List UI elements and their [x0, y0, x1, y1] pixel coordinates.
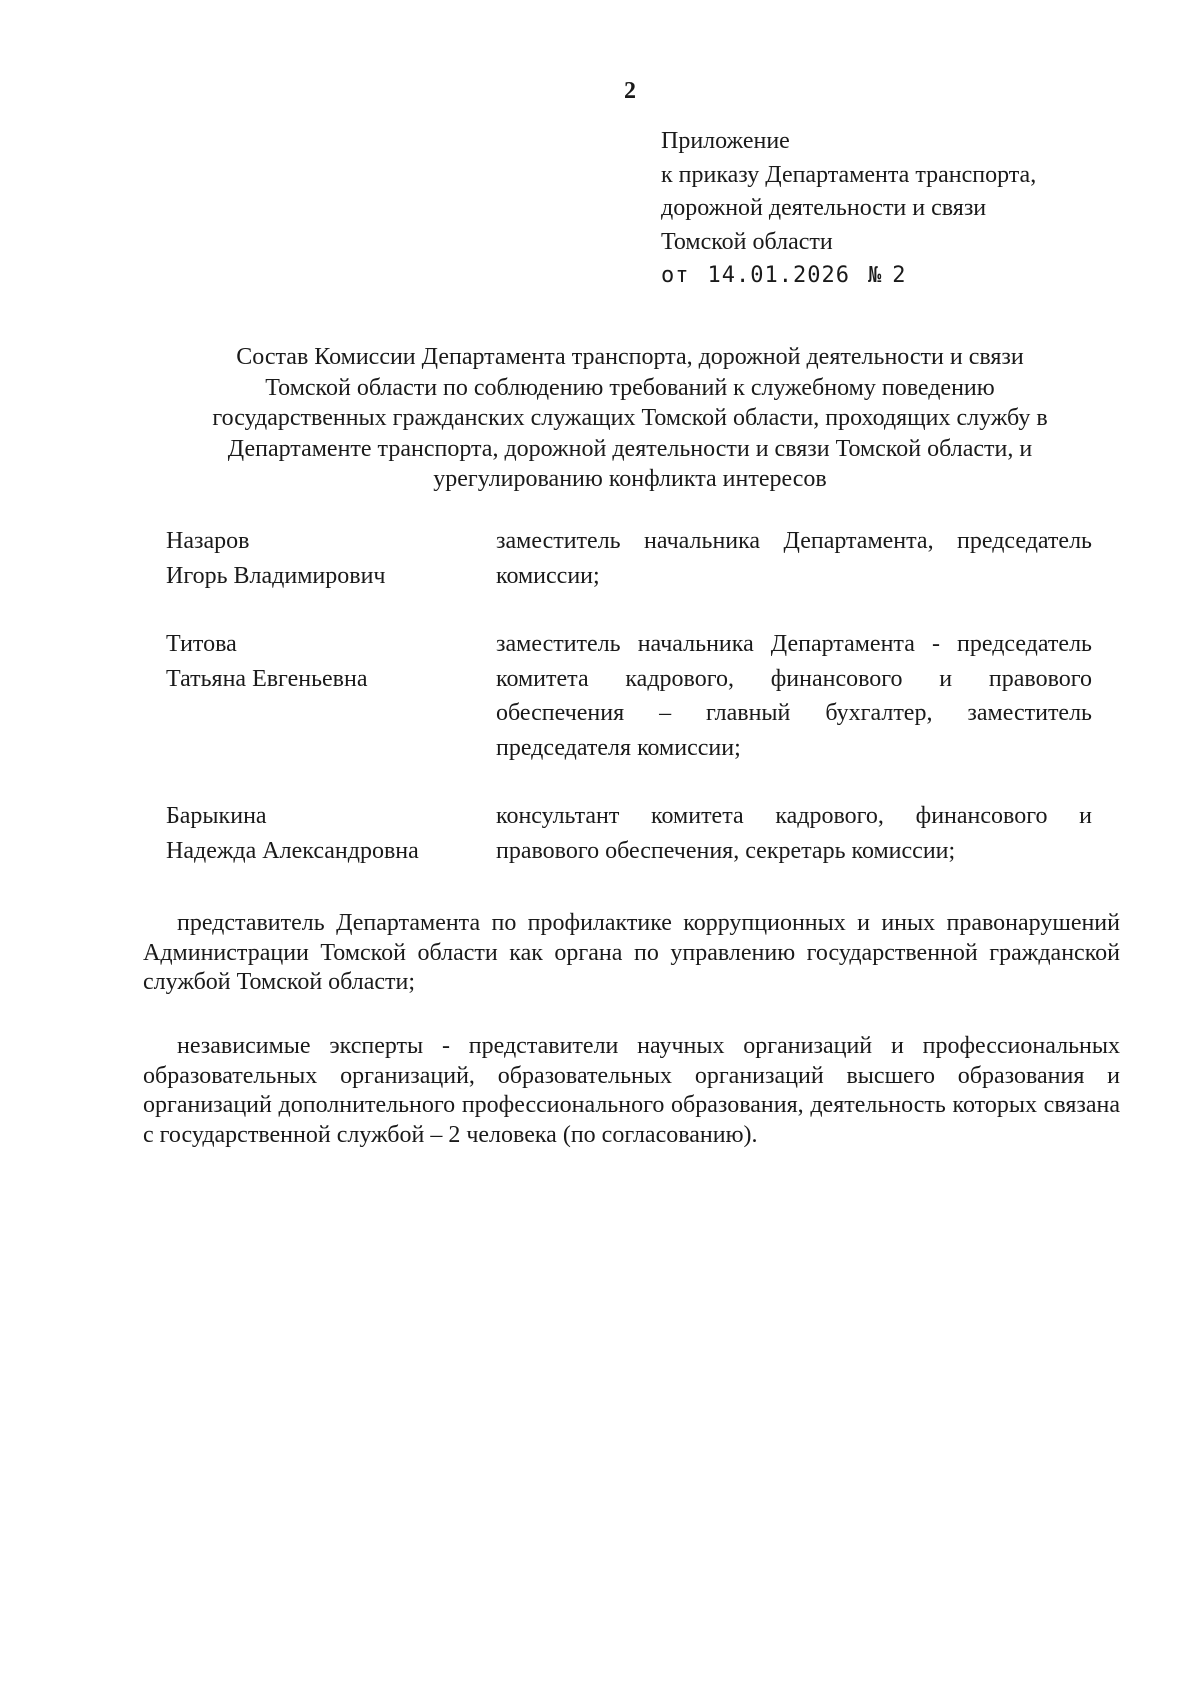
annex-date: 14.01.2026 [707, 263, 850, 289]
representative-paragraph: представитель Департамента по профилактике коррупционных и иных правонарушений Администрации Томской области как органа по управлению государственной гражданской службой Томской области; [143, 910, 1120, 995]
page-number: 2 [624, 78, 636, 104]
member-surname: Титова [166, 631, 237, 657]
member-given-name: Татьяна Евгеньевна [166, 665, 368, 692]
title-line: государственных гражданских служащих Томской области, проходящих службу в [212, 405, 1048, 431]
members-list [166, 524, 1092, 902]
member-name [166, 799, 496, 868]
title-line: Томской области по соблюдению требований к служебному поведению [265, 374, 995, 401]
document-title [130, 342, 1130, 495]
member-given-name: Надежда Александровна [166, 837, 419, 864]
member-name [166, 627, 496, 765]
member-row [166, 627, 1092, 765]
member-given-name: Игорь Владимирович [166, 562, 386, 589]
experts-paragraph: независимые эксперты - представители научных организаций и профессиональных образовательных организаций, образовательных организаций высшего образования и организаций дополнительного профессионального образования, деятельность которых связана с государственной службой – 2 человека (по согласованию). [143, 1033, 1120, 1148]
member-role: консультант комитета кадрового, финансового и правового обеспечения, секретарь комиссии; [496, 803, 1092, 864]
member-role: заместитель начальника Департамента, председатель комиссии; [496, 528, 1092, 589]
title-line: урегулированию конфликта интересов [433, 466, 827, 492]
member-surname: Назаров [166, 528, 250, 554]
member-row [166, 799, 1092, 868]
annex-line-region: Томской области [661, 228, 833, 255]
annex-block [661, 125, 1141, 293]
member-role: заместитель начальника Департамента - председатель комитета кадрового, финансового и правового обеспечения – главный бухгалтер, заместитель председателя комиссии; [496, 631, 1092, 761]
annex-line-order: к приказу Департамента транспорта, [661, 161, 1037, 188]
annex-order-date-line [661, 259, 1141, 293]
title-line: Состав Комиссии Департамента транспорта, дорожной деятельности и связи [236, 344, 1024, 370]
annex-number-sign: № [867, 263, 883, 289]
annex-number: 2 [892, 263, 907, 289]
annex-date-prefix: от [661, 263, 690, 289]
annex-line-department: дорожной деятельности и связи [661, 195, 987, 222]
member-name [166, 524, 496, 593]
annex-label: Приложение [661, 128, 790, 154]
member-row [166, 524, 1092, 593]
member-surname: Барыкина [166, 803, 267, 829]
title-line: Департаменте транспорта, дорожной деятельности и связи Томской области, и [227, 435, 1033, 462]
